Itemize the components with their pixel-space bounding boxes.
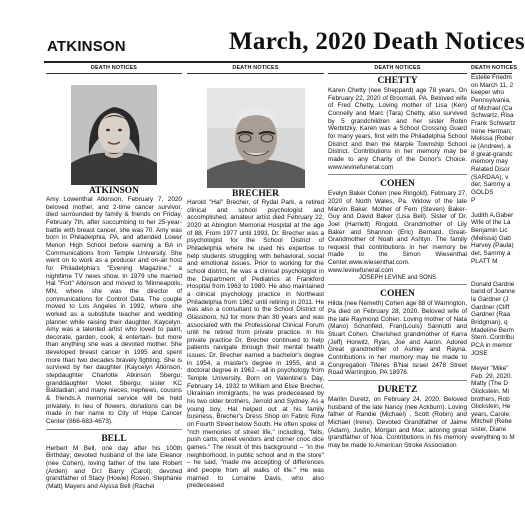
truncated-line: Glickstein. Mi <box>471 387 509 395</box>
truncated-line: Related Disor <box>471 165 510 173</box>
truncated-line: JOSE <box>471 349 488 357</box>
portrait-photo-brecher <box>207 88 305 188</box>
divider <box>328 284 467 285</box>
photo-caption: BRECHER <box>232 189 279 199</box>
truncated-line: GOLDS <box>471 188 494 196</box>
obituary-name-bell: BELL <box>101 433 127 444</box>
truncated-line: Feb. 29, 2020. <box>471 372 513 380</box>
truncated-line: Schwartz, Risa <box>471 112 514 120</box>
truncated-line: on March 11, 2 <box>471 81 514 89</box>
column-3 <box>328 64 467 512</box>
truncated-line: P <box>471 196 476 204</box>
truncated-line: Bridgman), q <box>471 318 508 326</box>
portrait-photo-atkinson <box>71 85 157 185</box>
section-label: DEATH NOTICES <box>328 64 467 74</box>
obituary-name-cohen-hilda: COHEN <box>380 289 415 300</box>
truncated-line: everything to M <box>471 433 515 441</box>
truncated-line: PCA in memor <box>471 341 513 349</box>
truncated-line: sister, Diane <box>471 426 507 434</box>
truncated-line: Madeline Berm <box>471 326 514 334</box>
truncated-line: of Michael (Ca <box>471 104 513 112</box>
portrait-image <box>207 88 305 188</box>
truncated-line: 8 great-grandc <box>471 150 513 158</box>
truncated-line: Pennsylvania, <box>471 96 511 104</box>
truncated-line: Stern. Contribu <box>471 334 514 342</box>
column-4 <box>471 64 518 512</box>
truncated-line: band of Joanne <box>471 288 516 296</box>
truncated-line: (Melissa) Gab <box>471 234 511 242</box>
truncated-line: Benjamin Lic <box>471 227 508 235</box>
truncated-line: Meyer "Mike" <box>471 364 509 372</box>
obituary-text-atkinson: Amy Lowenthal Atkinson, February 7, 2020 beloved mother, and 2-time cancer survivor, died surrounded by family & friends on Friday, February 7th, after succumbing to her 25-year-battle with breast cancer, she was 70. Amy was born in Philadelphia, PA, and attended Lower Merion High School before earning a BA in Communications from Temple University. She went on to work as a producer and on-air host for Philadelphia's "Evening Magazine," a nighttime TV news show. In 1979 she married Hal "Fort" Atkinson and moved to 'Minneapolis, MN, where she was the director of communications for Control Data. The couple moved to Los Angeles in 1992, where she worked as a substitute teacher and wedding planner while raising their daughter, Kaycelyn. Amy was a talented artist who loved to paint, decorate, garden, cook, & entertain- but more than anything she was a devoted mother. She developed breast cancer in 1995 and spent more than two decades bravely fighting. She is survived by her daughter (Kaycelyn Atkinson, stepdaughter Charlotte Atkinson Sbergu; granddaughter Violet Sbergu; sister KC Baldadian; and many nieces, nephews, cousins & friends.A memorial service will be held privately. In lieu of flowers, donations can be made in her name to City of Hope Cancer Center (866-683-4673). <box>46 196 182 426</box>
truncated-line: Donald Gardne <box>471 280 515 288</box>
section-label: DEATH NOTICES <box>471 64 512 74</box>
truncated-line: Melissa (Rober <box>471 135 514 143</box>
truncated-line: memory may <box>471 158 508 166</box>
truncated-line: Glickstein, He <box>471 403 511 411</box>
section-label: DEATH NOTICES <box>46 64 182 74</box>
truncated-line: Frank Schwartz <box>471 119 516 127</box>
funeral-home-signature: JOSEPH LEVINE and SONS <box>358 275 437 282</box>
divider <box>328 174 467 175</box>
truncated-line: Matty (The D <box>471 380 508 388</box>
portrait-image <box>71 85 157 185</box>
truncated-line: Gardner (Raa <box>471 311 511 319</box>
obituary-text-bell: Herbert M Bell, one day after his 100th Birthday; devoted husband of the late Eleanor (nee Cohen), loving father of the late Robert (Arden) and Dr.I Barry (Carol); devoted grandfather of Stacy (Howie) Rosen, Stephanie (Matt) Mayers and Alyssa Bell (Rachel <box>46 444 182 490</box>
truncated-line: Mitchell (Rebe <box>471 418 512 426</box>
page-title: March, 2020 Death Notices <box>229 28 525 55</box>
column-1 <box>46 64 182 512</box>
truncated-line: keeper who <box>471 89 505 97</box>
obituary-name-duretz: DURETZ <box>377 385 418 395</box>
divider <box>46 429 182 430</box>
truncated-line: der, Sammy a <box>471 250 511 258</box>
truncated-line: PLATT M <box>471 257 498 265</box>
truncated-line: Estelle Friedm <box>471 74 512 81</box>
column-2 <box>187 64 324 512</box>
section-label: DEATH NOTICES <box>187 64 324 74</box>
truncated-line: years, Carole; <box>471 410 511 418</box>
truncated-line <box>471 273 512 281</box>
obituary-text-brecher: Harold "Hal" Brecher, of Rydal Park, a retired clinical and school psychologist and accomplished, amateur artist died February 22, 2020 at Abington Memorial Hospital at the age of 88. From 1977 until 1993, Dr. Brecher was a psychologist for the School District of Philadelphia where he used his expertise to help students struggling with behavioral, social and emotional issues. Prior to working for the school district, he was a clinical psychologist in the Department of Pediatrics at Frankford Hospital from 1963 to 1980. He also maintained a clinical psychology practice in Northeast Philadelphia from 1962 until retiring in 2011. He was also a consultant to the School District of Glassboro, NJ for more than 30 years and was associated with the Professional Clinical Forum until he retired from private practice. In his private practice Dr. Brecher continued to help patients navigate through their mental health issues. Dr. Brecher earned a bachelor's degree in 1954, a master's degree in 1955, and a doctoral degree in 1962 – all in psychology from Temple University. Born on Valentine's Day, February 14, 1932 to William and Elsie Brecher, Ukrainian immigrants, he was predeceased by his two older brothers, Jerrold and Sydney. As a young boy, Hal helped out at his family business, Brecher's Dress Shop on Fabric Row on Fourth Street below South. He often spoke of "rich memories of street life," including, "fells, push carts, street vendors and corner cnoc dice games." The result of this background – "in the neighborhood, in public school and in the store" – he said, "made me accepting of differences and people from all walks of life." He was married to Lorraine Davis, who also predeceased <box>187 199 324 490</box>
truncated-line: Harvey (Paula) <box>471 242 514 250</box>
truncated-line: la Gardner (J <box>471 295 509 303</box>
obituary-name-cohen-evelyn: COHEN <box>380 179 415 190</box>
obituary-text-cohen-hilda: Hilda (nee Nemeth) Cohen age 88 of Warrington, Pa died on February 28, 2020. Beloved wife of the late Raymond Cohen. Loving mother of Nata (Mario) Schonfeld, Fran(Louis) Sannutti and Stuart Cohen. Cherished grandmother of Karra (Jeff) Horwitz, Ryan, Joe and Aaron. Adored Great grandmother of Ashley and Rayna. Contributions in her memory may be made to Congregation Tiferes B'Nai Israel 2478 Street Road Warrington, PA 18976. <box>328 300 468 377</box>
truncated-line: Irene Herman; <box>471 127 512 135</box>
divider <box>328 380 467 381</box>
truncated-obituaries <box>471 74 516 441</box>
truncated-line: Judith A.Gaber <box>471 211 514 219</box>
truncated-line: (SARDAA), v <box>471 173 509 181</box>
obituary-name-chetty: CHETTY <box>377 76 418 86</box>
location-heading: ATKINSON <box>47 38 126 55</box>
truncated-line: Gardner (Cliff <box>471 303 510 311</box>
obituary-text-duretz: Marilin Duretz, on February 24, 2020. Beloved husband of the late Nancy (nee Ackburn). Loving father of Randie (Michael) , Scott (Robin) and Michael (Irene). Devoted Grandfather of Jaime (Adam), Justin, Morgan and Max; adoring great grandfather of Noa. Contributions in his memory may be made to American Stroke Association <box>328 396 467 449</box>
page-header <box>0 0 525 62</box>
header-rule <box>44 61 512 63</box>
photo-caption: ATKINSON <box>89 186 139 196</box>
truncated-line: brothers, Rob <box>471 395 510 403</box>
truncated-line: der, Sammy a <box>471 181 511 189</box>
truncated-line: ie (Andrew), a <box>471 142 511 150</box>
truncated-line <box>471 265 512 273</box>
truncated-line <box>471 204 512 212</box>
obituary-text-chetty: Karen Chetty (nee Sheppard) age 78 years, On February 22, 2020 of Broomall, PA. Beloved wife of Fred Chetty, Loving mother of Lisa (Ken) Connelly and Marc (Tara) Chetty, also survived by 5 grandchildren and her sister Robin Werbitzky. Karen was a School Crossing Guard for many years, first with the Philadelphia School District and then the Marple Township School District. Contributions in her memory may be made to any Charity of the Donor's Choice. www.levinefuneral.com <box>328 87 467 171</box>
truncated-line: Wife of the La <box>471 219 511 227</box>
truncated-line <box>471 357 512 365</box>
obituary-text-cohen-evelyn: Evelyn Baker Cohen (nee Ringold), February 27, 2020 of North Wales, Pa. Widow of the late Marvin Baker. Mother of Fern (Steven) Baker-Guy and David Baker (Lisa Bell). Sister of Dr. Joel (Harriett) Ringold. Grandmother of Lily Baker and Shannon (Eric) Bernard. Great-Grandmother of Noah and Ashtyn. The family request that contributions in her memory be made to the Simon Wiesenthal Center.www.wiesenthal.com. www.levinefuneral.com <box>328 190 467 274</box>
